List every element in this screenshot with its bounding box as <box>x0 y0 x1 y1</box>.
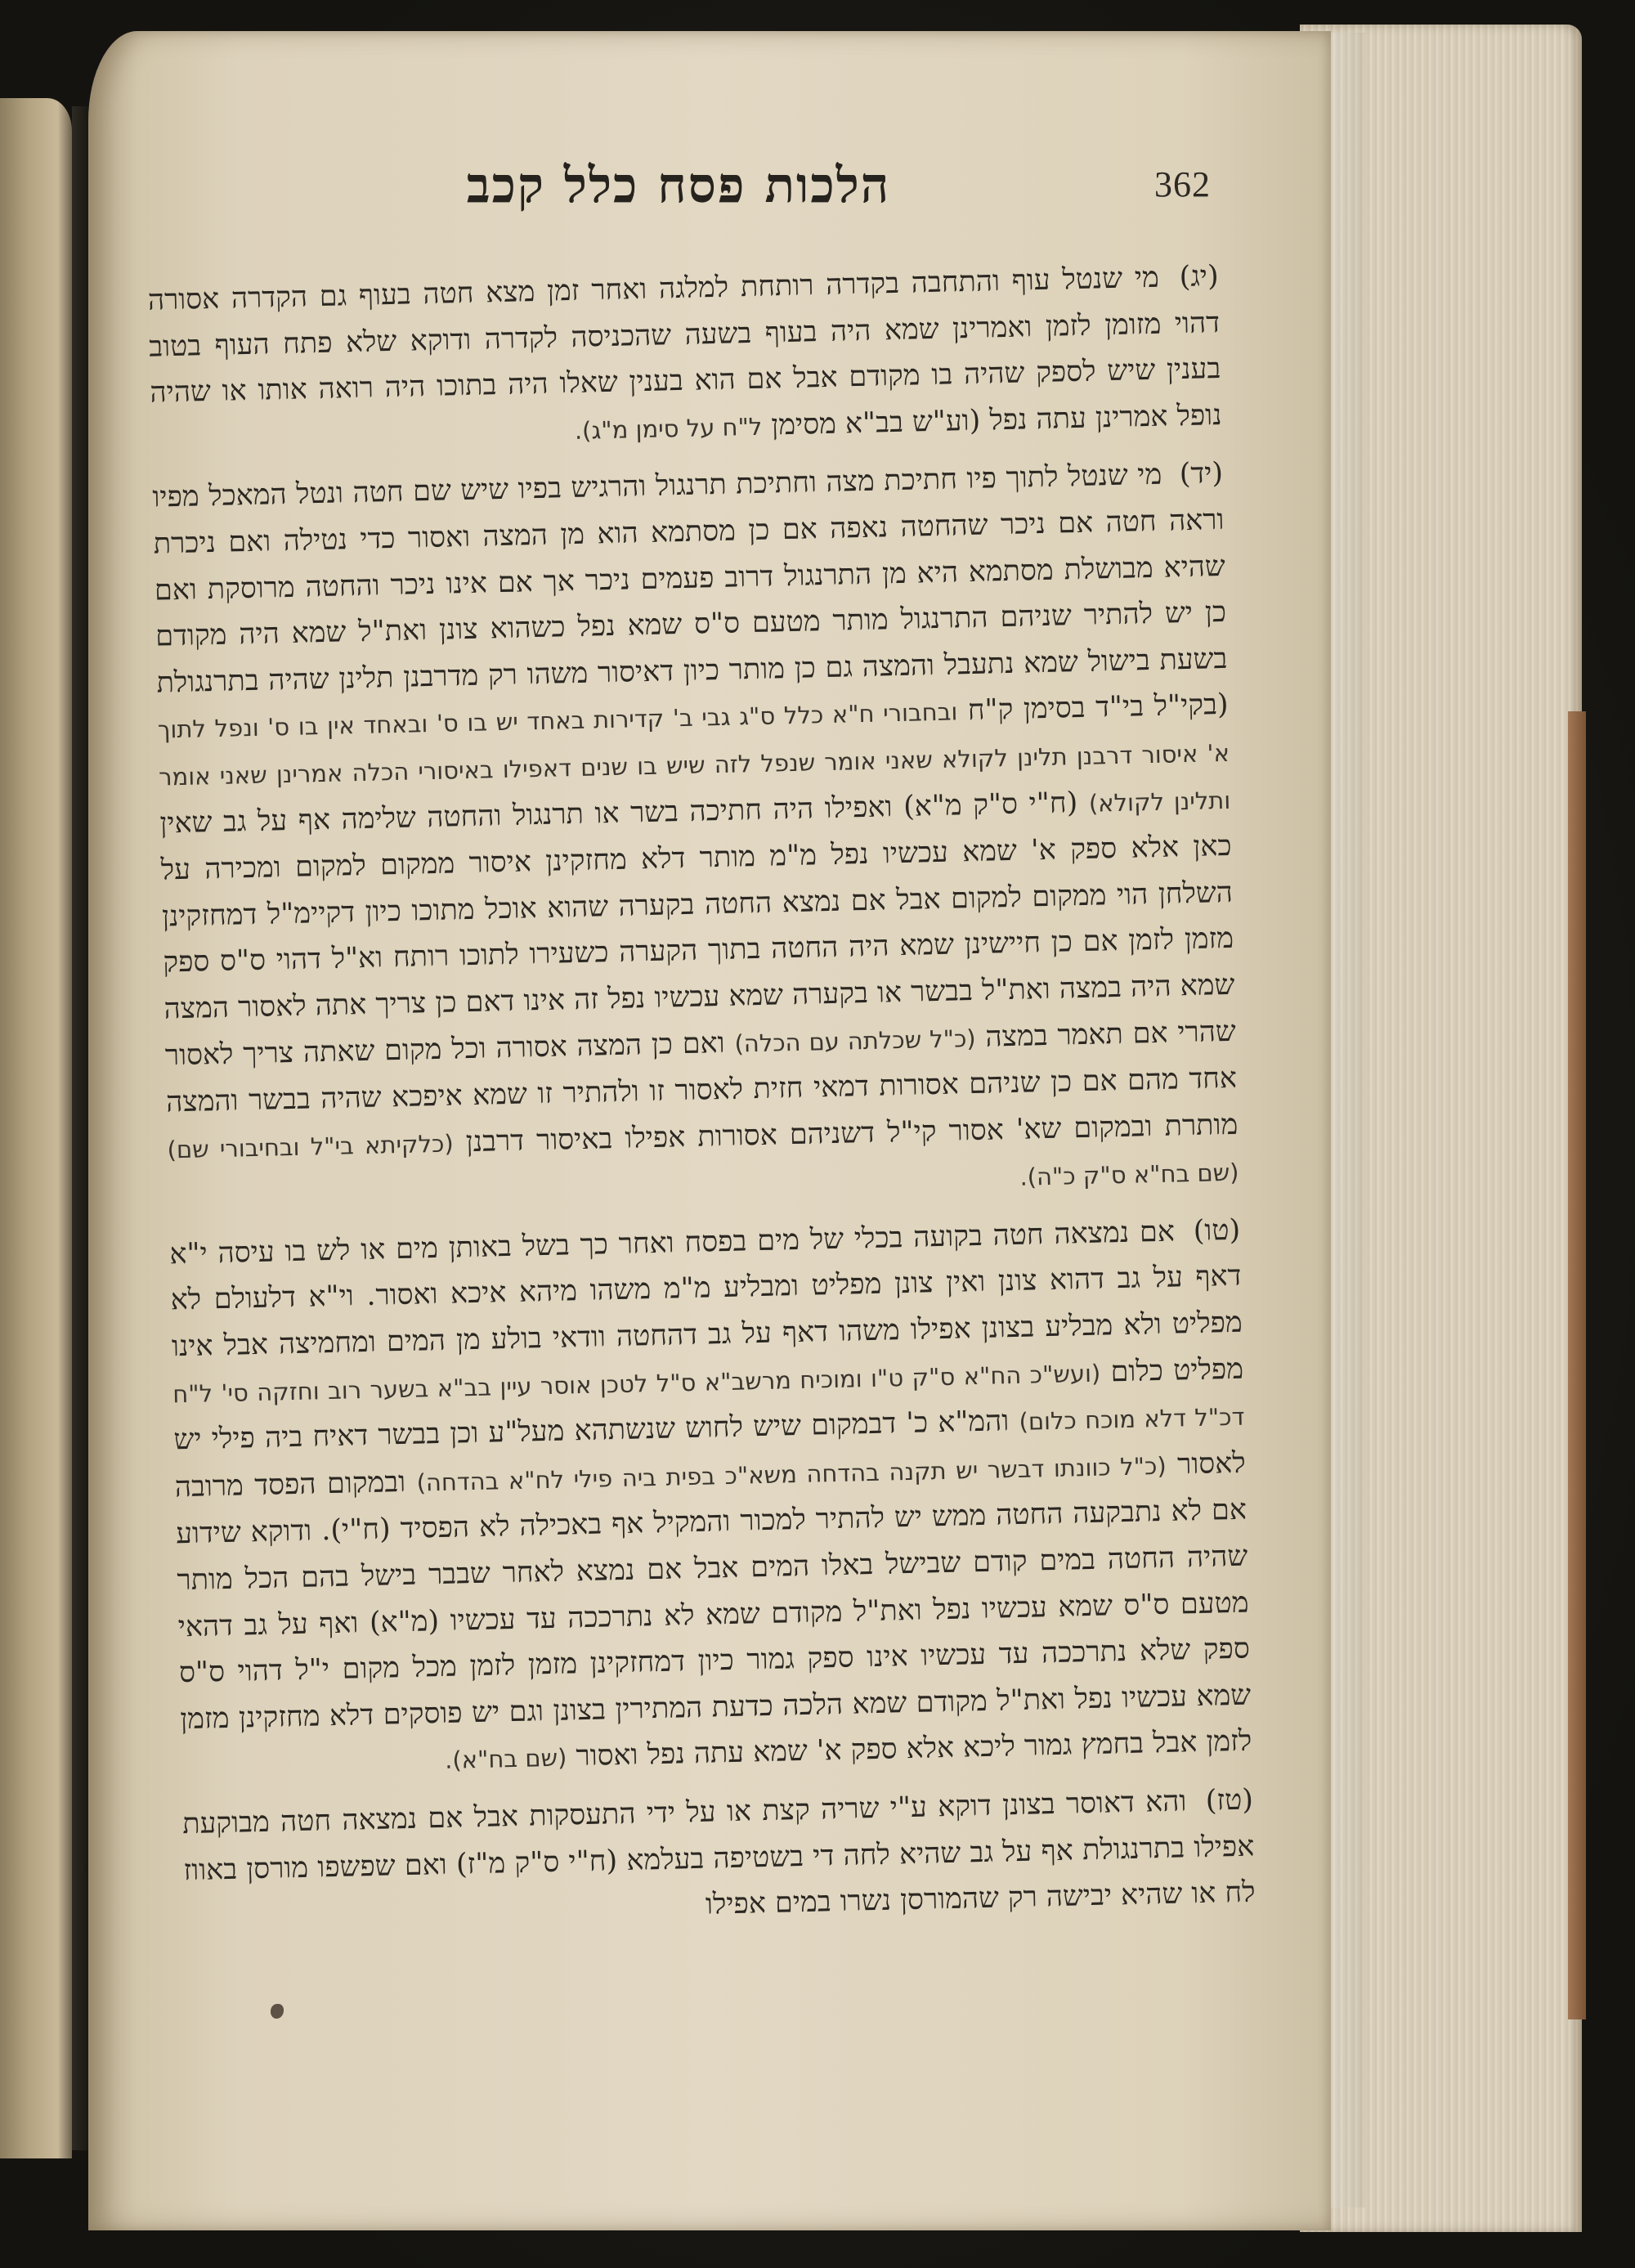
paragraph-text-continued: והמ"א כ' דבמקום שיש לחוש שנשתהא מעל"ע וכן בבשר דאיח ביה פילי יש לאסור <box>173 1405 1247 1481</box>
paragraph-text-continued: ובמקום הפסד מרובה אם לא נתבקעה החטה ממש יש להתיר למכור והמקיל אף באכילה לא הפסיד (ח"י). ודוקא שידוע שהיה החטה במים קודם שבישל באלו המים אבל אם נמצא לאחר שבבר בישל בהם הכל מותר מטעם ס"ס שמא עכשיו נפל ואת"ל מקודם שמא לא נתרככה עד עכשיו (מ"א) ואף על גב דהאי ספק שלא נתרככה עד עכשיו אינו ספק גמור כיון דמחזקינן מזמן לזמן מכל מקום י"ל דהוי ס"ס שמא עכשיו נפל ואת"ל מקודם שמא הלכה כדעת המתירין בצונן וגם יש פוסקים דלא מחזקינן מזמן לזמן אבל בחמץ גמור ליכא אלא ספק א' שמא עתה נפל ואסור <box>174 1465 1252 1773</box>
gloss-note: (כלקיתא בי"ל ובחיבורי שם) (שם בח"א ס"ק כ"ה). <box>167 1129 1239 1192</box>
paragraph-marker: (יג) <box>1179 259 1220 294</box>
paragraph-15 <box>169 1208 1252 1791</box>
gloss-note: (כ"ל שכלתה עם הכלה) <box>734 1024 976 1058</box>
paragraph-marker: (טז) <box>1205 1783 1254 1818</box>
gloss-note: ל"ח על סימן מ"ג). <box>574 412 763 445</box>
running-title: הלכות פסח כלל קכב <box>466 157 891 214</box>
paragraph-text: אם נמצאה חטה בקועה בכלי של מים בפסח ואחר כך בשל באותן מים או לש בו עיסה י"א דאף על גב דהוא צונן ואין צונן מפליט ומבליע מ"מ משהו מיהא איכא ואסור. וי"א דלעולם לא מפליט ולא מבליע בצונן אפילו משהו דאף על גב דהחטה וודאי בולע מן המים ומחמיצה אבל אינו מפליט כלום <box>168 1215 1244 1388</box>
gloss-note: (כ"ל כוונתו דבשר יש תקנה בהדחה משא"כ בפית ביה פילי לח"א בהדחה) <box>416 1451 1167 1497</box>
paragraph-text-continued: (ח"י ס"ק מ"א) ואפילו היה חתיכה בשר או תרנגול והחטה שלימה אף על גב שאין כאן אלא ספק א' שמא עכשיו נפל מ"מ מותר דלא מחזקינן איסור ממקום למקום ומכירה על השלחן הוי ממקום למקום אבל אם נמצא החטה בקערה שהוא אוכל מתוכו כיון דקיימ"ל דמחזקינן מזמן לזמן אם כן חיישינן שמא היה החטה בתוך הקערה כשעירו לתוכו רותח וא"ל דהוי ס"ס ספק שמא היה במצה ואת"ל בבשר או בקערה שמא עכשיו נפל זה אינו דאם כן צריך אתה לאסור המצה שהרי אם תאמר במצה <box>159 786 1237 1054</box>
book-gutter-shadow <box>72 106 88 2150</box>
paragraph-14 <box>152 450 1239 1220</box>
paragraph-marker: (יד) <box>1179 457 1224 491</box>
gloss-note: (שם בח"א). <box>444 1743 567 1775</box>
page-number: 362 <box>1154 164 1211 204</box>
paragraph-16 <box>182 1777 1256 1940</box>
gloss-note: (ועש"כ הח"א ס"ק ט"ו ומוכיח מרשב"א ס"ל לטכן אוסר עיין בב"א בשער רוב וחזקה סי' ל"ח דכ"ל דלא מוכח כלום) <box>172 1359 1245 1437</box>
paragraph-text: מי שנטל עוף והתחבה בקדרה רותחת למלגה ואחר זמן מצא חטה בעוף גם הקדרה אסורה דהוי מזומן לזמן ואמרינן שמא היה בעוף בשעה שהכניסה לקדרה ודוקא שלא פתח העוף בטוב בענין שיש לספק שהיה בו מקודם אבל אם הוא בענין שאלו היה בתוכו היה רואה אותו או שהיה נופל אמרינן עתה נפל (וע"ש בב"א מסימן <box>147 261 1222 442</box>
paragraph-text: מי שנטל לתוך פיו חתיכת מצה וחתיכת תרנגול והרגיש בפיו שיש שם חטה ונטל המאכל מפיו וראה חטה אם ניכר שהחטה נאפה אם כן מסתמא הוא מן המצה ואסור כדי נטילה ואם ניכרת שהיא מבושלת מסתמא היא מן התרנגול דרוב פעמים ניכר אך אם אינו ניכר והחטה מרוסקת ואם כן יש להתיר שניהם התרנגול מותר מטעם ס"ס שמא נפל כשהוא צונן ואת"ל שמא היה מקודם בשעת בישול שמא נתעבל והמצה גם כן מותר כיון דאיסור משהו רק מדרבנן תלינן שהיה בתרנגולת (בקי"ל בי"ד בסימן ק"ח <box>151 459 1229 728</box>
paragraph-marker: (טו) <box>1193 1213 1241 1248</box>
cover-edge-strip <box>1568 711 1586 2019</box>
paragraph-13 <box>147 253 1222 464</box>
left-page-edge <box>0 98 72 2158</box>
paragraph-text-continued: ואם כן המצה אסורה וכל מקום שאתה צריך לאסור אחד מהם אם כן שניהם אסורות דמאי חזית לאסור זו ולהתיר זו שמא איפכא שהיה בבשר והמצה מותרת ובמקום שא' אסור קי"ל דשניהם אסורות אפילו באיסור דרבנן <box>164 1026 1239 1159</box>
gloss-note: ובחבורי ח"א כלל ס"ג גבי ב' קדירות באחד יש בו ס' ובאחד אין בו ס' ונפל לתוך א' איסור דרבנן תלינן לקולא שאני אומר שנפל לזה שיש בו שנים דאפילו באיסורי הכלה אמרינן שאני אומר ותלינן לקולא) <box>157 697 1231 818</box>
paragraph-text: והא דאוסר בצונן דוקא ע"י שריה קצת או על ידי התעסקות אבל אם נמצאה חטה מבוקעת אפילו בתרנגולת אף על גב שהיא לחה די בשטיפה בעלמא (ח"י ס"ק מ"ז) ואם שפשפו מורסן באווז לח או שהיא יבישה רק שהמורסן נשרו במים אפילו <box>181 1785 1256 1921</box>
main-text-block <box>147 253 1256 1952</box>
